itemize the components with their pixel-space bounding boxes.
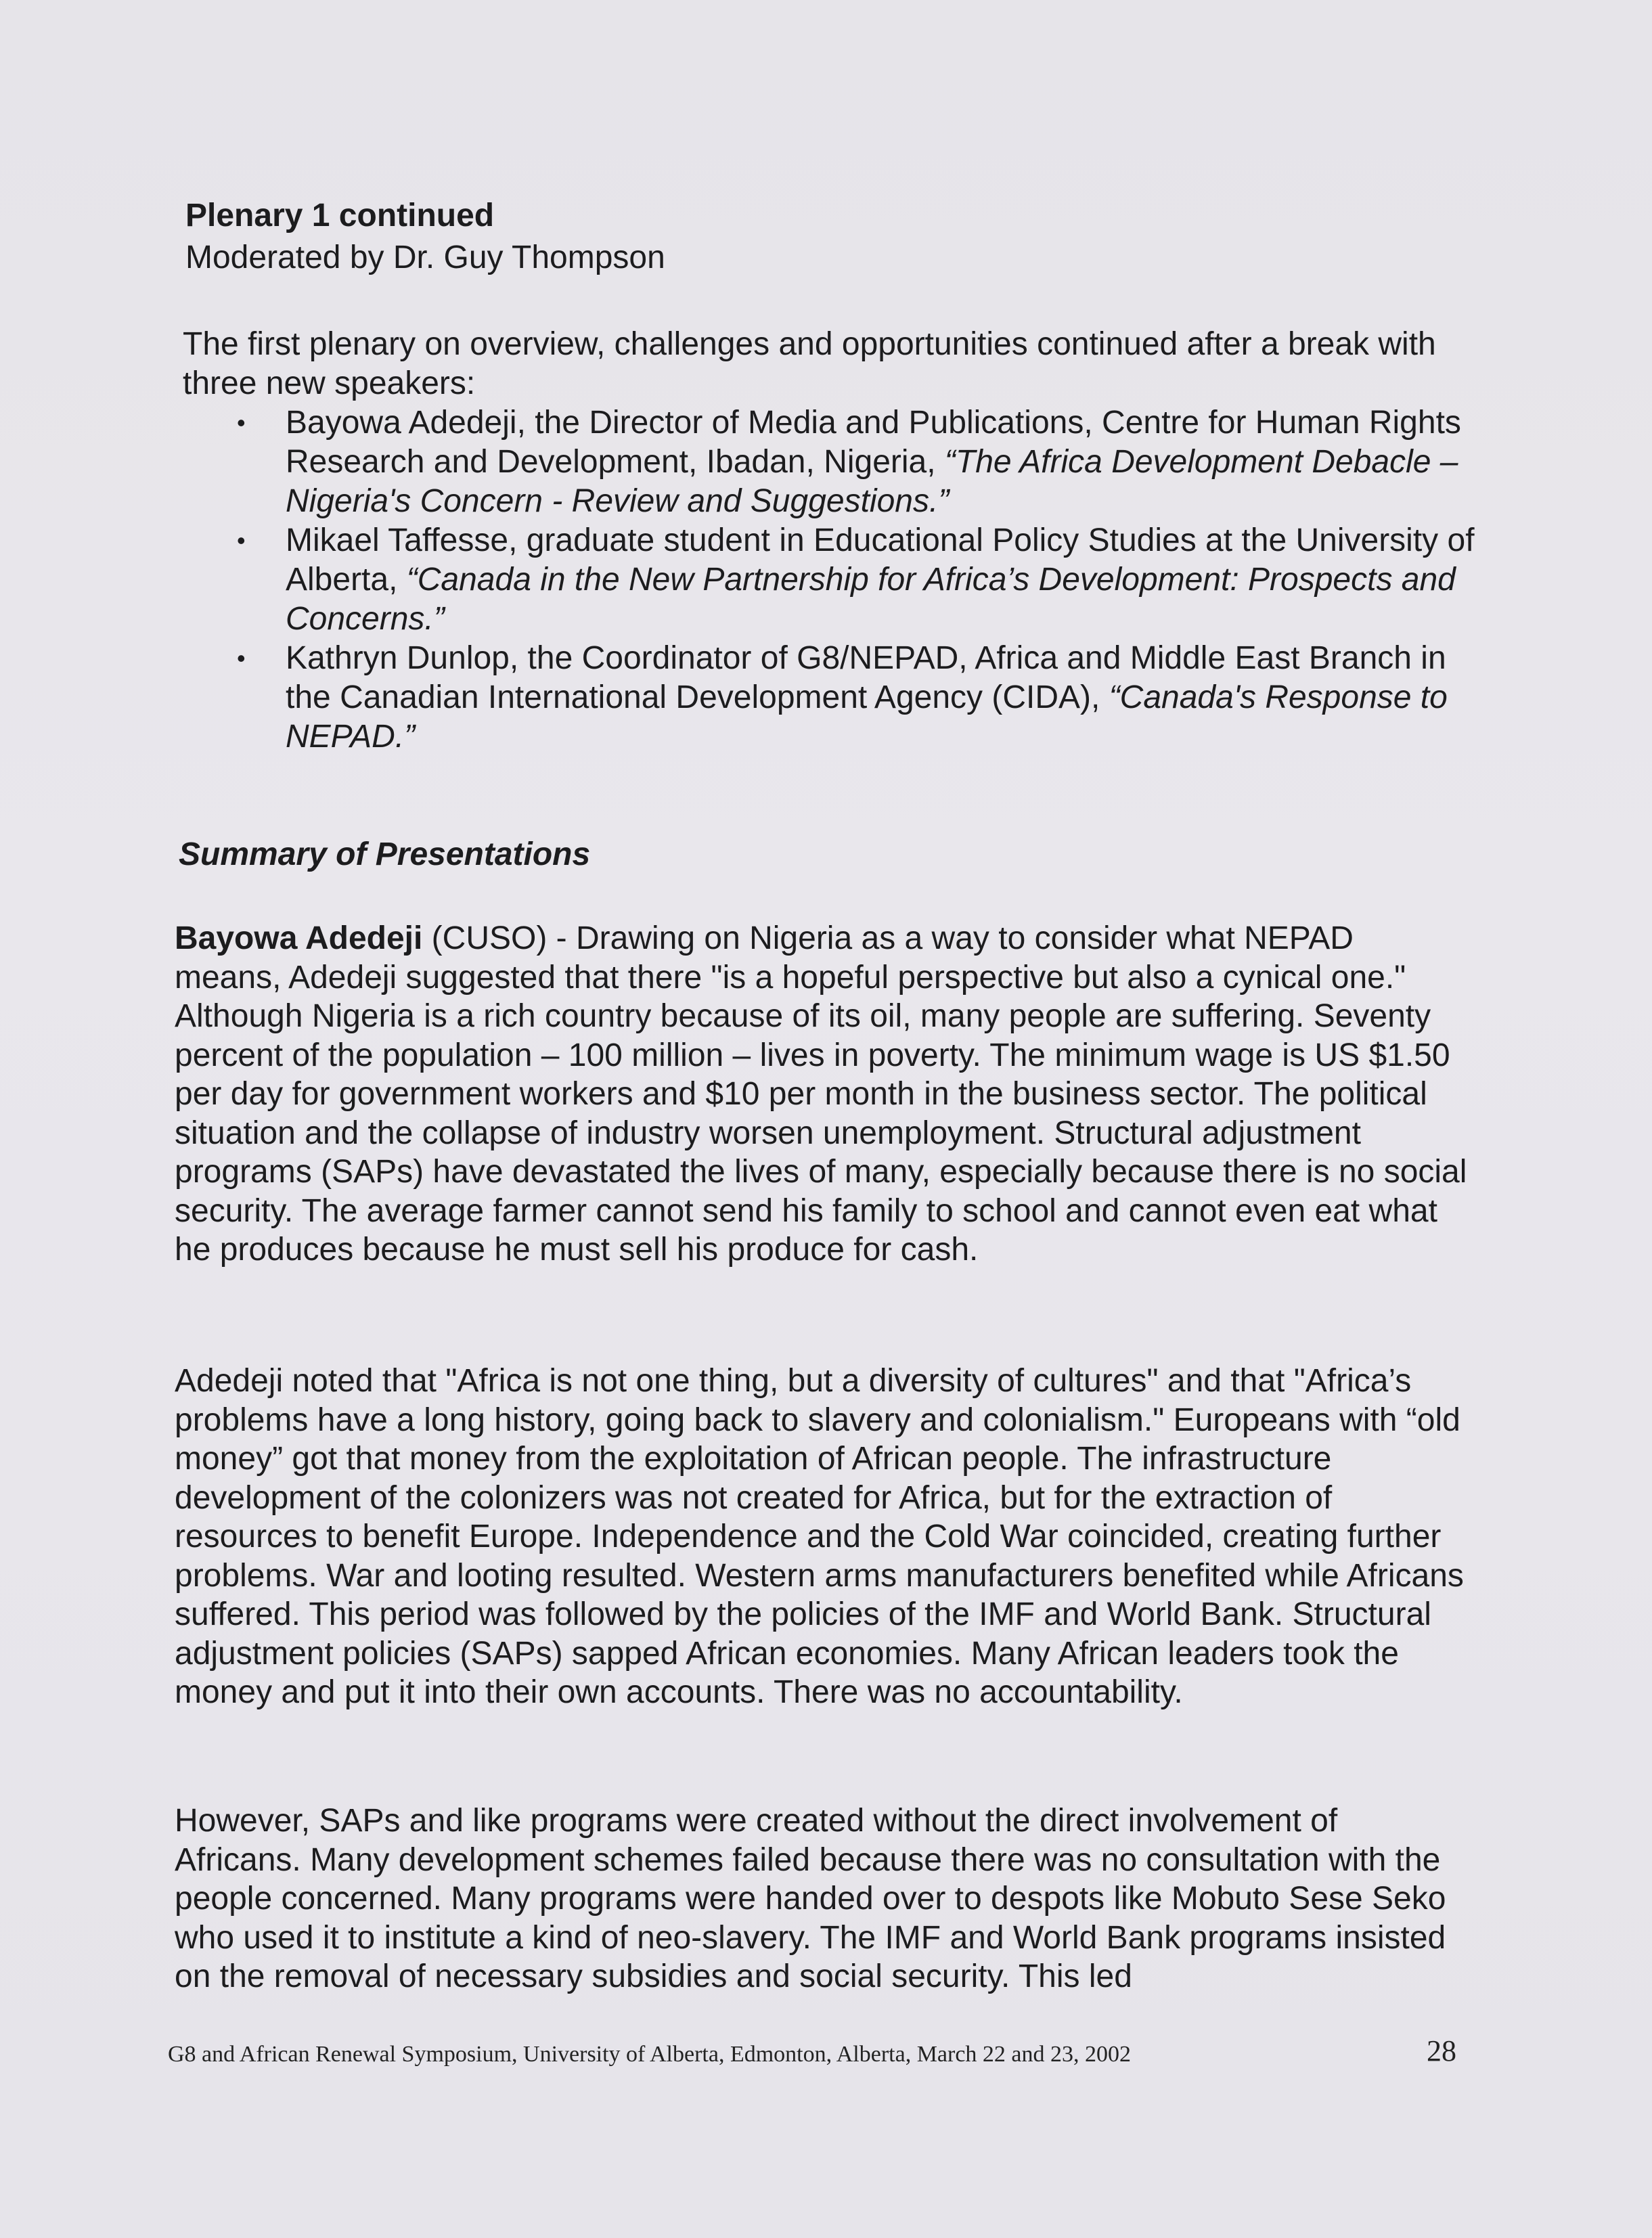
speaker-description: Bayowa Adedeji, the Director of Media and Publications, Centre for Human Rights Research and Development, Ibadan, Nigeria, [286,405,1461,480]
talk-title: “The Africa Development Debacle – Nigeria's Concern - Review and Suggestions.” [286,444,1458,519]
moderator-line: Moderated by Dr. Guy Thompson [185,240,665,275]
page-number: 28 [1427,2034,1456,2067]
body-paragraph: Adedeji noted that "Africa is not one thing, but a diversity of cultures" and that "Africa’s problems have a long history, going back to slavery and colonialism." Europeans with “old money” got that money from the exploitation of African people. The infrastructure development of the colonizers was not created for Africa, but for the extraction of resources to benefit Europe. Independence and the Cold War coincided, creating further problems. War and looting resulted. Western arms manufacturers benefited while Africans suffered. This period was followed by the policies of the IMF and World Bank. Structural adjustment policies (SAPs) sapped African economies. Many African leaders took the money and put it into their own accounts. There was no accountability. [175,1363,1464,1710]
speaker-name: Bayowa Adedeji [175,920,423,956]
intro-paragraph: The first plenary on overview, challenges and opportunities continued after a break with three new speakers: [183,326,1436,401]
bullet-icon: • [237,527,246,554]
speaker-item [223,521,1482,639]
bullet-icon: • [237,644,246,672]
speaker-item [223,639,1482,757]
page-footer: G8 and African Renewal Symposium, University of Alberta, Edmonton, Alberta, March 22 and 23, 2002 [168,2042,1132,2067]
plenary-heading: Plenary 1 continued [185,198,495,233]
speaker-description: Kathryn Dunlop, the Coordinator of G8/NEPAD, Africa and Middle East Branch in the Canadian International Development Agency (CIDA), [286,640,1446,715]
body-paragraph: However, SAPs and like programs were created without the direct involvement of Africans. Many development schemes failed because there was no consultation with the people concerned. Many programs were handed over to despots like Mobuto Sese Seko who used it to institute a kind of neo-slavery. The IMF and World Bank programs insisted on the removal of necessary subsidies and social security. This led [175,1803,1446,1994]
talk-title: “Canada in the New Partnership for Africa’s Development: Prospects and Concerns.” [286,562,1456,637]
body-paragraph [175,919,1469,1270]
paragraph-text: (CUSO) - Drawing on Nigeria as a way to consider what NEPAD means, Adedeji suggested that there "is a hopeful perspective but also a cynical one." Although Nigeria is a rich country because of its oil, many people are suffering. Seventy percent of the population – 100 million – lives in poverty. The minimum wage is US $1.50 per day for government workers and $10 per month in the business sector. The political situation and the collapse of industry worsen unemployment. Structural adjustment programs (SAPs) have devastated the lives of many, especially because there is no social security. The average farmer cannot send his family to school and cannot even eat what he produces because he must sell his produce for cash. [175,920,1467,1268]
bullet-icon: • [237,409,246,437]
speaker-list [223,403,1482,757]
summary-heading: Summary of Presentations [179,836,591,872]
speaker-description: Mikael Taffesse, graduate student in Educational Policy Studies at the University of Alberta, [286,522,1475,598]
talk-title: “Canada's Response to NEPAD.” [286,679,1448,755]
speaker-item [223,403,1482,521]
